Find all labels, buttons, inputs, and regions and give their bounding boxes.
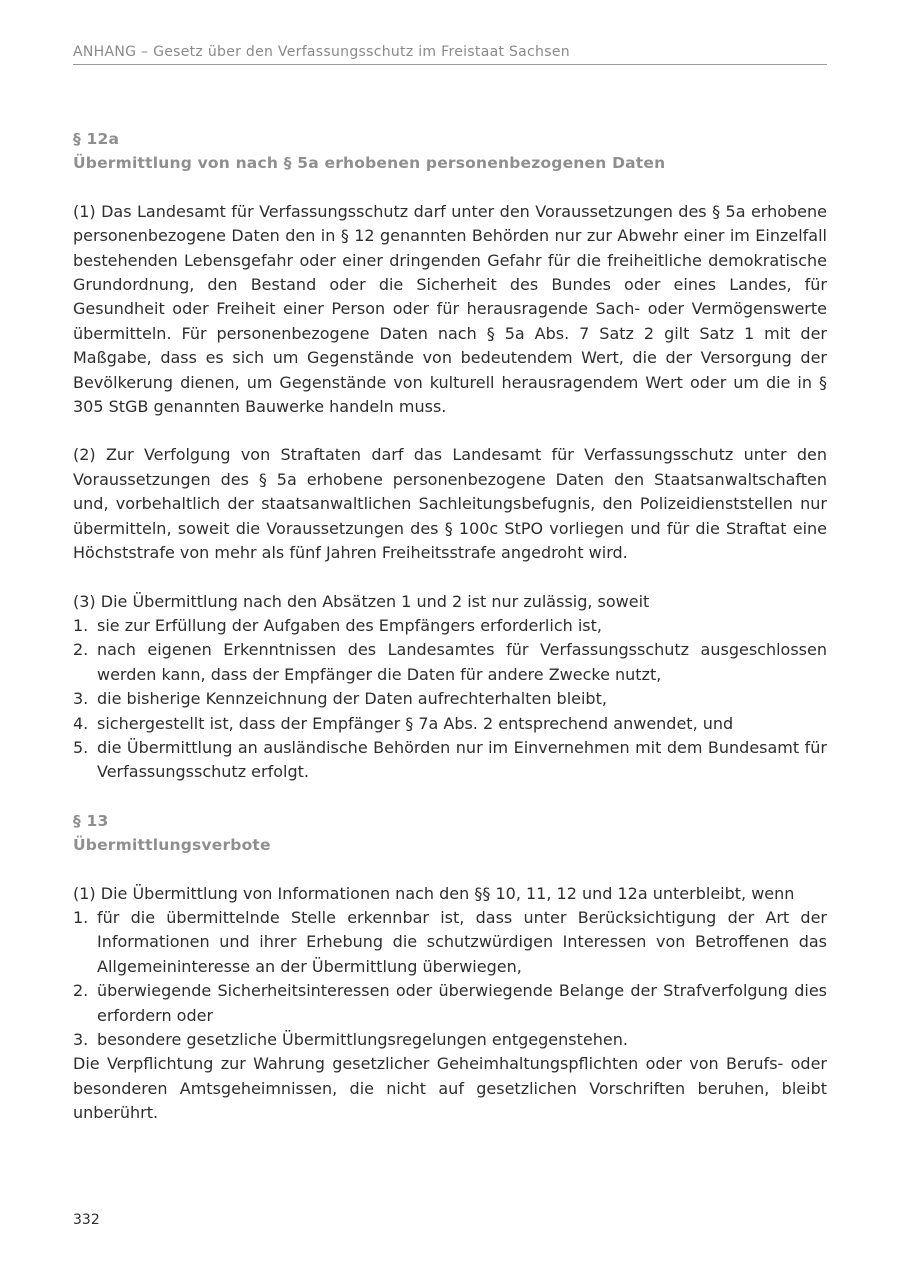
list-item-text: überwiegende Sicherheitsinteressen oder überwiegende Belange der Strafverfolgung dies erfordern oder xyxy=(97,981,827,1025)
list-item-text: sie zur Erfüllung der Aufgaben des Empfängers erforderlich ist, xyxy=(97,615,602,635)
section-12a-paragraph-2: (2) Zur Verfolgung von Straftaten darf das Landesamt für Verfassungsschutz unter den Voraussetzungen des § 5a erhobene personenbezogene Daten den Staatsanwaltschaften und, vorbehaltlich der staatsanwaltlichen Sachleitungsbefugnis, den Polizeidienststellen nur übermitteln, soweit die Voraussetzungen des § 100c StPO vorliegen und für die Straftat eine Höchststrafe von mehr als fünf Jahren Freiheitsstrafe angedroht wird. xyxy=(73,445,827,563)
list-item xyxy=(73,1028,827,1052)
section-13-paragraph-1-intro: (1) Die Übermittlung von Informationen nach den §§ 10, 11, 12 und 12a unterbleibt, wenn xyxy=(73,883,795,903)
list-item-text: nach eigenen Erkenntnissen des Landesamtes für Verfassungsschutz ausgeschlossen werden kann, dass der Empfänger die Daten für andere Zwecke nutzt, xyxy=(97,640,827,684)
list-item xyxy=(73,614,827,638)
section-12a-title: Übermittlung von nach § 5a erhobenen personenbezogenen Daten xyxy=(73,154,666,173)
section-12a-paragraph-3-list xyxy=(73,614,827,785)
section-13-number: § 13 xyxy=(73,811,109,830)
list-item-number: 1. xyxy=(73,615,89,635)
list-item xyxy=(73,736,827,785)
section-12a-paragraph-1: (1) Das Landesamt für Verfassungsschutz darf unter den Voraussetzungen des § 5a erhobene personenbezogene Daten den in § 12 genannten Behörden nur zur Abwehr einer im Einzelfall bestehenden Lebensgefahr oder einer dringenden Gefahr für die freiheitliche demokratische Grundordnung, den Bestand oder die Sicherheit des Bundes oder eines Landes, für Gesundheit oder Freiheit einer Person oder für herausragende Sach- oder Vermögenswerte übermitteln. Für personenbezogene Daten nach § 5a Abs. 7 Satz 2 gilt Satz 1 mit der Maßgabe, dass es sich um Gegenstände von bedeutendem Wert, die der Versorgung der Bevölkerung dienen, um Gegenstände von kulturell herausragendem Wert oder um die in § 305 StGB genannten Bauwerke handeln muss. xyxy=(73,201,827,417)
list-item-text: sichergestellt ist, dass der Empfänger § 7a Abs. 2 entsprechend anwendet, und xyxy=(97,713,734,733)
list-item-number: 3. xyxy=(73,1030,89,1049)
list-item xyxy=(73,687,827,711)
list-item xyxy=(73,979,827,1028)
section-13-closing-paragraph: Die Verpflichtung zur Wahrung gesetzlicher Geheimhaltungspflichten oder von Berufs- oder besonderen Amtsgeheimnissen, die nicht auf gesetzlichen Vorschriften beruhen, bleibt unberührt. xyxy=(73,1054,827,1123)
section-12a-number: § 12a xyxy=(73,130,120,148)
list-item-text: für die übermittelnde Stelle erkennbar ist, dass unter Berücksichtigung der Art der Informationen und ihrer Erhebung die schutzwürdigen Interessen von Betroffenen das Allgemeininteresse an der Übermittlung überwiegen, xyxy=(97,907,827,976)
section-13-paragraph-1-list xyxy=(73,906,827,1052)
page-number: 332 xyxy=(73,1212,100,1228)
section-13-title: Übermittlungsverbote xyxy=(73,836,271,855)
list-item xyxy=(73,638,827,687)
running-header: ANHANG – Gesetz über den Verfassungsschutz im Freistaat Sachsen xyxy=(73,44,827,65)
list-item-number: 3. xyxy=(73,689,89,709)
list-item-number: 2. xyxy=(73,640,89,660)
list-item-number: 4. xyxy=(73,713,89,733)
list-item xyxy=(73,712,827,736)
list-item xyxy=(73,906,827,979)
list-item-number: 5. xyxy=(73,737,89,757)
list-item-text: besondere gesetzliche Übermittlungsregelungen entgegenstehen. xyxy=(97,1030,628,1049)
section-12a-paragraph-3-intro: (3) Die Übermittlung nach den Absätzen 1 und 2 ist nur zulässig, soweit xyxy=(73,591,650,611)
page-content xyxy=(73,127,827,1126)
list-item-text: die bisherige Kennzeichnung der Daten aufrechterhalten bleibt, xyxy=(97,689,607,709)
list-item-number: 2. xyxy=(73,981,89,1001)
list-item-number: 1. xyxy=(73,907,89,927)
list-item-text: die Übermittlung an ausländische Behörden nur im Einvernehmen mit dem Bundesamt für Verfassungsschutz erfolgt. xyxy=(97,737,827,782)
